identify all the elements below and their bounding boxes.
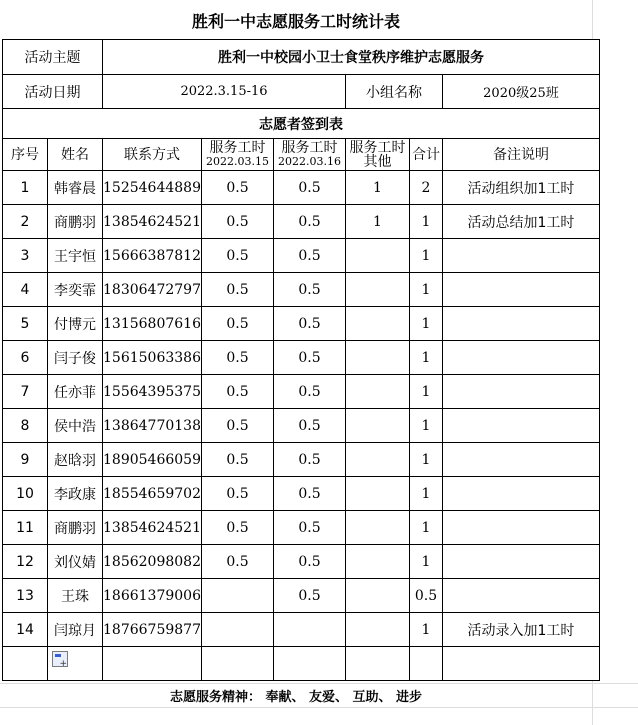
table-row (3, 205, 600, 239)
table-row (3, 409, 600, 443)
cell-hours-0315[interactable] (201, 579, 273, 613)
cell-contact[interactable]: 18554659702 (103, 477, 202, 511)
topic-label[interactable]: 活动主题 (3, 40, 103, 75)
cell-name[interactable]: 闫子俊 (48, 341, 103, 375)
cell-hours-other[interactable] (345, 273, 409, 307)
footer-motto: 志愿服务精神： 奉献、 友爱、 互助、 进步 (169, 689, 423, 705)
header-name[interactable]: 姓名 (48, 139, 103, 171)
table-row (3, 239, 600, 273)
cell-hours-0315[interactable]: 0.5 (201, 205, 273, 239)
table-row (3, 511, 600, 545)
gridline (0, 707, 638, 708)
cell-remark[interactable] (442, 477, 599, 511)
cell-hours-0316[interactable]: 0.5 (273, 307, 345, 341)
cell-hours-0316[interactable]: 0.5 (273, 477, 345, 511)
header-remark[interactable]: 备注说明 (442, 139, 599, 171)
cell-remark[interactable]: 活动录入加1工时 (442, 613, 599, 647)
header-hours-0316-line1: 服务工时 (281, 139, 338, 156)
table-row (3, 545, 600, 579)
cell-seq[interactable]: 8 (3, 409, 48, 443)
cell-name[interactable]: 王珠 (48, 579, 103, 613)
cell-hours-other[interactable] (345, 545, 409, 579)
cell-name[interactable]: 李政康 (48, 477, 103, 511)
cell-hours-0316[interactable]: 0.5 (273, 375, 345, 409)
cell-seq[interactable]: 13 (3, 579, 48, 613)
cell-hours-other[interactable] (345, 477, 409, 511)
cell-hours-0316[interactable] (273, 613, 345, 647)
cell-hours-0315[interactable]: 0.5 (201, 239, 273, 273)
cell-seq[interactable]: 2 (3, 205, 48, 239)
cell-seq[interactable]: 5 (3, 307, 48, 341)
topic-row (3, 40, 600, 75)
cell-contact[interactable]: 18562098082 (103, 545, 202, 579)
cell-contact[interactable]: 13854624521 (103, 511, 202, 545)
cell-hours-other[interactable] (345, 511, 409, 545)
header-row (3, 139, 600, 171)
cell-total[interactable]: 1 (409, 613, 442, 647)
header-hours-other[interactable] (345, 139, 409, 171)
table-cell[interactable] (442, 647, 599, 681)
cell-hours-other[interactable]: 1 (345, 205, 409, 239)
cell-hours-0316[interactable]: 0.5 (273, 443, 345, 477)
cell-seq[interactable]: 14 (3, 613, 48, 647)
cell-hours-0315[interactable] (201, 613, 273, 647)
table-cell[interactable] (3, 647, 48, 681)
table-row (3, 273, 600, 307)
cell-seq[interactable]: 1 (3, 171, 48, 205)
cell-total[interactable]: 2 (409, 171, 442, 205)
cell-hours-0316[interactable]: 0.5 (273, 341, 345, 375)
table-cell[interactable] (201, 647, 273, 681)
cell-seq[interactable]: 9 (3, 443, 48, 477)
cell-total[interactable]: 1 (409, 375, 442, 409)
header-hours-other-line2: 其他 (363, 153, 392, 170)
cell-contact[interactable]: 15615063386 (103, 341, 202, 375)
cell-name[interactable]: 商鹏羽 (48, 511, 103, 545)
cell-hours-0316[interactable]: 0.5 (273, 579, 345, 613)
cell-remark[interactable] (442, 579, 599, 613)
table-row (3, 579, 600, 613)
cell-hours-other[interactable]: 1 (345, 171, 409, 205)
cell-remark[interactable] (442, 307, 599, 341)
cell-remark[interactable] (442, 545, 599, 579)
table-row (3, 613, 600, 647)
cell-name[interactable]: 刘仪婧 (48, 545, 103, 579)
signin-title[interactable]: 志愿者签到表 (3, 109, 600, 139)
header-hours-0315-line1: 服务工时 (209, 139, 266, 156)
cell-remark[interactable] (442, 341, 599, 375)
table-row (3, 307, 600, 341)
cell-hours-0316[interactable]: 0.5 (273, 171, 345, 205)
cell-hours-0316[interactable]: 0.5 (273, 205, 345, 239)
cell-hours-0316[interactable]: 0.5 (273, 545, 345, 579)
date-label[interactable]: 活动日期 (3, 75, 103, 109)
cell-contact[interactable]: 18766759877 (103, 613, 202, 647)
table-row (3, 443, 600, 477)
cell-hours-0315[interactable]: 0.5 (201, 545, 273, 579)
cell-hours-0315[interactable]: 0.5 (201, 341, 273, 375)
cell-name[interactable]: 王宇恒 (48, 239, 103, 273)
cell-seq[interactable]: 6 (3, 341, 48, 375)
cell-hours-0316[interactable]: 0.5 (273, 409, 345, 443)
cell-remark[interactable] (442, 239, 599, 273)
cell-total[interactable]: 0.5 (409, 579, 442, 613)
cell-hours-other[interactable] (345, 239, 409, 273)
cell-hours-0316[interactable]: 0.5 (273, 511, 345, 545)
cell-name[interactable]: 付博元 (48, 307, 103, 341)
cell-remark[interactable]: 活动总结加1工时 (442, 205, 599, 239)
table-cell[interactable] (409, 647, 442, 681)
cell-total[interactable]: 1 (409, 239, 442, 273)
cell-name[interactable]: 李奕霏 (48, 273, 103, 307)
topic-value[interactable]: 胜利一中校园小卫士食堂秩序维护志愿服务 (103, 40, 600, 75)
table-row (3, 171, 600, 205)
cell-remark[interactable] (442, 511, 599, 545)
signin-title-row (3, 109, 600, 139)
cell-total[interactable]: 1 (409, 205, 442, 239)
cell-total[interactable]: 1 (409, 409, 442, 443)
cell-remark[interactable] (442, 443, 599, 477)
cell-hours-other[interactable] (345, 307, 409, 341)
cell-contact[interactable]: 18306472797 (103, 273, 202, 307)
cell-contact[interactable]: 15666387812 (103, 239, 202, 273)
cell-hours-other[interactable] (345, 613, 409, 647)
paste-options-icon[interactable] (52, 651, 68, 667)
cell-name[interactable]: 赵晗羽 (48, 443, 103, 477)
header-hours-0316-line2: 2022.03.16 (277, 154, 341, 168)
table-cell[interactable] (345, 647, 409, 681)
cell-hours-0315[interactable]: 0.5 (201, 443, 273, 477)
cell-hours-0316[interactable]: 0.5 (273, 239, 345, 273)
cell-seq[interactable]: 3 (3, 239, 48, 273)
cell-total[interactable]: 1 (409, 511, 442, 545)
sheet-title: 胜利一中志愿服务工时统计表 (0, 0, 592, 40)
cell-hours-0315[interactable]: 0.5 (201, 409, 273, 443)
cell-hours-0315[interactable]: 0.5 (201, 375, 273, 409)
cell-remark[interactable] (442, 273, 599, 307)
header-hours-other-line1: 服务工时 (349, 139, 406, 156)
cell-hours-0315[interactable]: 0.5 (201, 171, 273, 205)
cell-remark[interactable]: 活动组织加1工时 (442, 171, 599, 205)
cell-total[interactable]: 1 (409, 307, 442, 341)
cell-total[interactable]: 1 (409, 477, 442, 511)
cell-hours-0316[interactable]: 0.5 (273, 273, 345, 307)
cell-hours-other[interactable] (345, 409, 409, 443)
cell-name[interactable]: 闫琼月 (48, 613, 103, 647)
table-cell[interactable] (273, 647, 345, 681)
table-body (3, 171, 600, 647)
cell-contact[interactable]: 18905466059 (103, 443, 202, 477)
group-label[interactable]: 小组名称 (345, 75, 442, 109)
cell-hours-other[interactable] (345, 375, 409, 409)
cell-name[interactable]: 韩睿晨 (48, 171, 103, 205)
cell-hours-0315[interactable]: 0.5 (201, 511, 273, 545)
cell-hours-0315[interactable]: 0.5 (201, 477, 273, 511)
cell-seq[interactable]: 12 (3, 545, 48, 579)
cell-name[interactable]: 侯中浩 (48, 409, 103, 443)
header-hours-0315[interactable] (201, 139, 273, 171)
cell-contact[interactable]: 15564395375 (103, 375, 202, 409)
table-row (3, 375, 600, 409)
date-value[interactable]: 2022.3.15-16 (103, 75, 346, 109)
header-total[interactable]: 合计 (409, 139, 442, 171)
cell-total[interactable]: 1 (409, 443, 442, 477)
cell-contact[interactable]: 13864770138 (103, 409, 202, 443)
cell-hours-0315[interactable]: 0.5 (201, 273, 273, 307)
cell-hours-other[interactable] (345, 443, 409, 477)
cell-name[interactable]: 任亦菲 (48, 375, 103, 409)
header-hours-0316[interactable] (273, 139, 345, 171)
cell-remark[interactable] (442, 375, 599, 409)
cell-hours-other[interactable] (345, 579, 409, 613)
cell-contact[interactable]: 15254644889 (103, 171, 202, 205)
table-row (3, 477, 600, 511)
date-row (3, 75, 600, 109)
group-value[interactable]: 2020级25班 (442, 75, 599, 109)
empty-row (3, 647, 600, 681)
table-row (3, 341, 600, 375)
cell-total[interactable]: 1 (409, 273, 442, 307)
cell-seq[interactable]: 4 (3, 273, 48, 307)
cell-contact[interactable]: 13156807616 (103, 307, 202, 341)
cell-contact[interactable]: 18661379006 (103, 579, 202, 613)
cell-contact[interactable]: 13854624521 (103, 205, 202, 239)
cell-seq[interactable]: 7 (3, 375, 48, 409)
header-contact[interactable]: 联系方式 (103, 139, 202, 171)
volunteer-hours-table (2, 39, 600, 681)
header-hours-0315-line2: 2022.03.15 (205, 154, 269, 168)
cell-seq[interactable]: 10 (3, 477, 48, 511)
cell-hours-other[interactable] (345, 341, 409, 375)
table-cell[interactable] (103, 647, 202, 681)
cell-seq[interactable]: 11 (3, 511, 48, 545)
cell-hours-0315[interactable]: 0.5 (201, 307, 273, 341)
cell-total[interactable]: 1 (409, 545, 442, 579)
cell-total[interactable]: 1 (409, 341, 442, 375)
cell-remark[interactable] (442, 409, 599, 443)
header-seq[interactable]: 序号 (3, 139, 48, 171)
cell-name[interactable]: 商鹏羽 (48, 205, 103, 239)
